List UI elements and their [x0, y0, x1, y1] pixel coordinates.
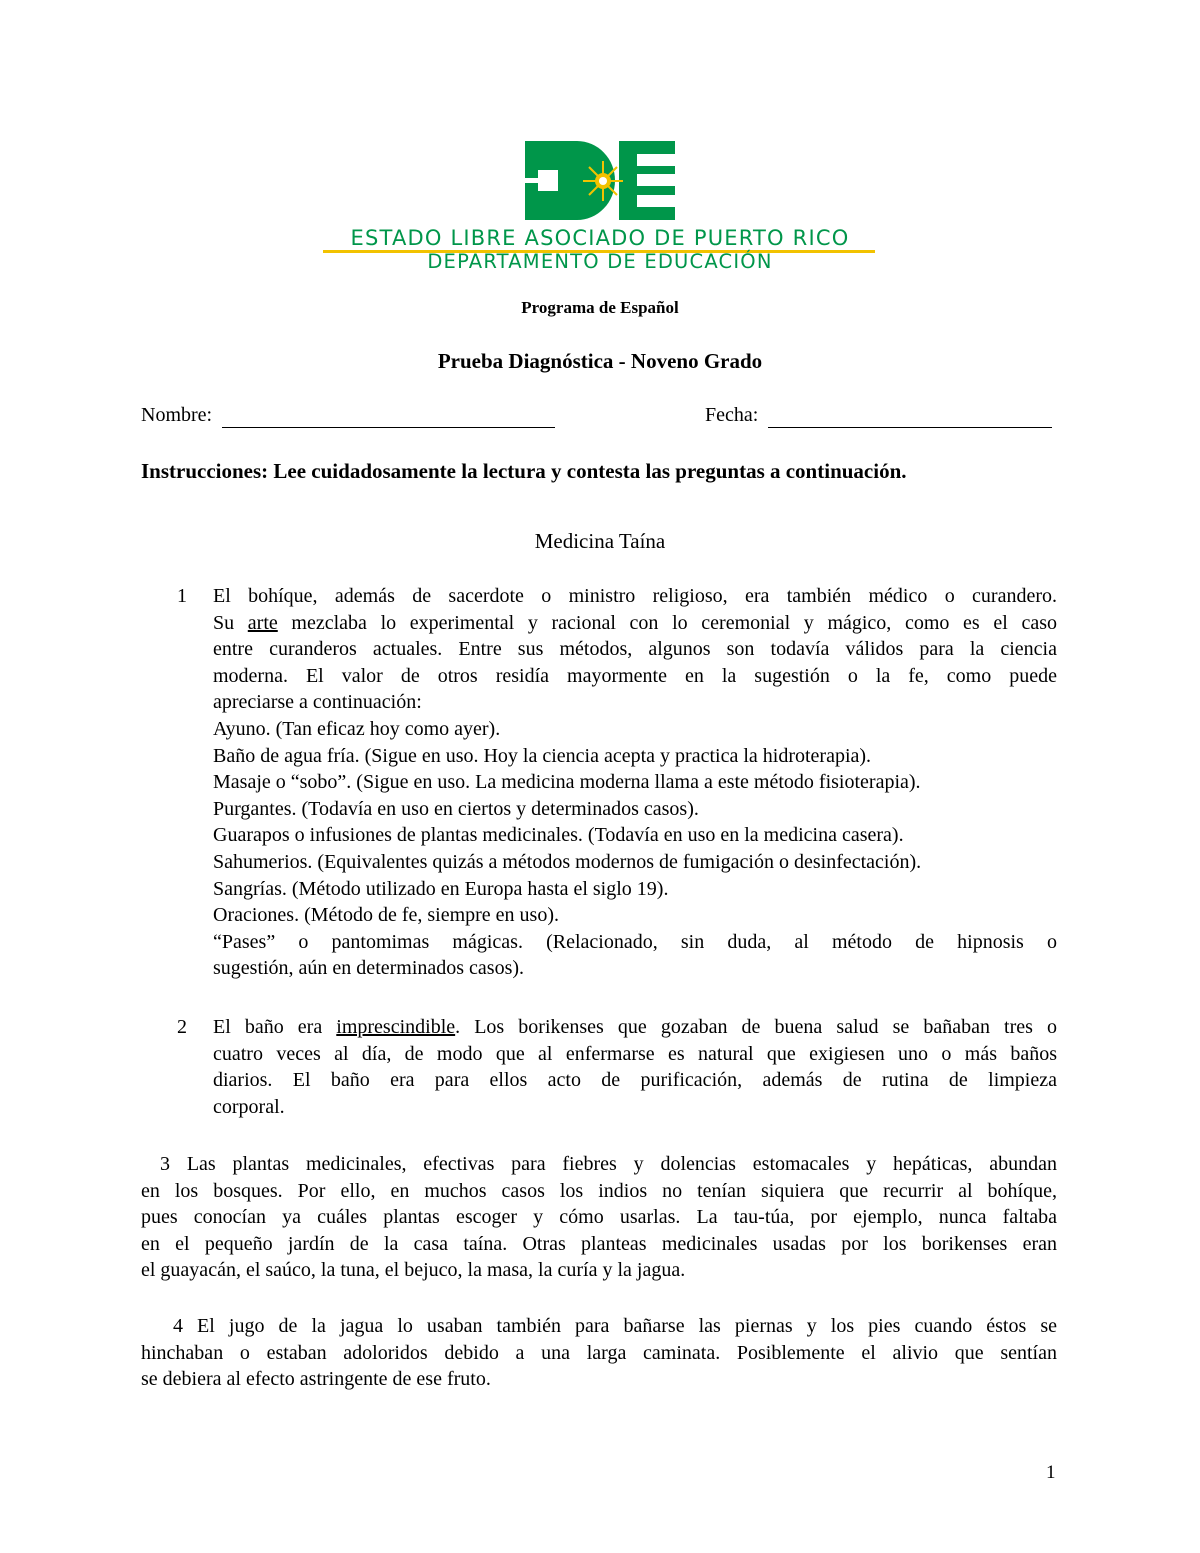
paragraph-2: [213, 1014, 1057, 1120]
text-line: moderna. El valor de otros residía mayormente en la sugestión o la fe, como puede: [213, 664, 1057, 687]
program-title: Programa de Español: [521, 298, 679, 317]
text-line: sugestión, aún en determinados casos).: [213, 957, 525, 980]
text-line: Sahumerios. (Equivalentes quizás a métodos modernos de fumigación o desinfectación).: [213, 850, 922, 873]
underlined-word: arte: [247, 611, 278, 634]
date-field[interactable]: [768, 427, 1052, 428]
text-line: Masaje o “sobo”. (Sigue en uso. La medicina moderna llama a este método fisioterapia).: [213, 771, 921, 794]
page-number: 1: [1046, 1462, 1056, 1483]
paragraph-number: 1: [177, 585, 187, 607]
underlined-word: imprescindible: [336, 1016, 456, 1038]
text-line: Oraciones. (Método de fe, siempre en uso).: [213, 904, 559, 927]
paragraph-1: [213, 583, 1057, 982]
text-line: El bohíque, además de sacerdote o ministro religioso, era también médico o curandero.: [213, 585, 1057, 607]
text-line: 4 El jugo de la jagua lo usaban también para bañarse las piernas y los pies cuando éstos se: [173, 1315, 1057, 1337]
de-logo: [525, 141, 675, 220]
paragraph-4: [141, 1313, 1057, 1393]
agency-name: ESTADO LIBRE ASOCIADO DE PUERTO RICO: [350, 226, 850, 250]
text-line: Guarapos o infusiones de plantas medicinales. (Todavía en uso en la medicina casera).: [213, 824, 904, 847]
test-title: Prueba Diagnóstica - Noveno Grado: [437, 349, 763, 373]
paragraph-3: [141, 1151, 1057, 1284]
text-line: Purgantes. (Todavía en uso en ciertos y determinados casos).: [213, 797, 699, 820]
text-line: apreciarse a continuación:: [213, 691, 422, 714]
text-line: se debiera al efecto astringente de ese fruto.: [141, 1368, 491, 1391]
text-line: corporal.: [213, 1095, 285, 1118]
text-line: Sangrías. (Método utilizado en Europa hasta el siglo 19).: [213, 877, 669, 900]
reading-title: Medicina Taína: [534, 529, 666, 553]
name-label: Nombre:: [141, 404, 213, 426]
text-line: 3 Las plantas medicinales, efectivas para fiebres y dolencias estomacales y hepáticas, abundan: [160, 1153, 1057, 1175]
text-line: el guayacán, el saúco, la tuna, el bejuco, la masa, la curía y la jagua.: [141, 1259, 686, 1282]
department-name: DEPARTAMENTO DE EDUCACIÓN: [427, 250, 773, 273]
text-line: diarios. El baño era para ellos acto de purificación, además de rutina de limpieza: [213, 1069, 1057, 1092]
text-line: en el pequeño jardín de la casa taína. Otras planteas medicinales usadas por los borikenses eran: [141, 1232, 1057, 1255]
paragraph-number: 2: [177, 1016, 187, 1038]
instructions: Instrucciones: Lee cuidadosamente la lectura y contesta las preguntas a continuación.: [141, 459, 907, 483]
text-line: Ayuno. (Tan eficaz hoy como ayer).: [213, 717, 501, 740]
text-line: Su arte mezclaba lo experimental y racional con lo ceremonial y mágico, como es el caso: [213, 611, 1057, 634]
text-line: cuatro veces al día, de modo que al enfermarse es natural que exigiesen uno o más baños: [213, 1042, 1057, 1065]
name-field[interactable]: [222, 427, 555, 428]
text-line: entre curanderos actuales. Entre sus métodos, algunos son todavía válidos para la ciencia: [213, 638, 1057, 661]
text-line: “Pases” o pantomimas mágicas. (Relacionado, sin duda, al método de hipnosis o: [213, 930, 1057, 953]
text-line: Baño de agua fría. (Sigue en uso. Hoy la ciencia acepta y practica la hidroterapia).: [213, 744, 872, 767]
text-line: en los bosques. Por ello, en muchos casos los indios no tenían siquiera que recurrir al bohíque,: [141, 1179, 1057, 1202]
text-line: pues conocían ya cuáles plantas escoger y cómo usarlas. La tau-túa, por ejemplo, nunca faltaba: [141, 1206, 1057, 1229]
text-line: hinchaban o estaban adoloridos debido a una larga caminata. Posiblemente el alivio que sentían: [141, 1341, 1057, 1364]
text-line: El baño era imprescindible. Los borikenses que gozaban de buena salud se bañaban tres o: [213, 1016, 1057, 1038]
date-label: Fecha:: [705, 404, 759, 426]
